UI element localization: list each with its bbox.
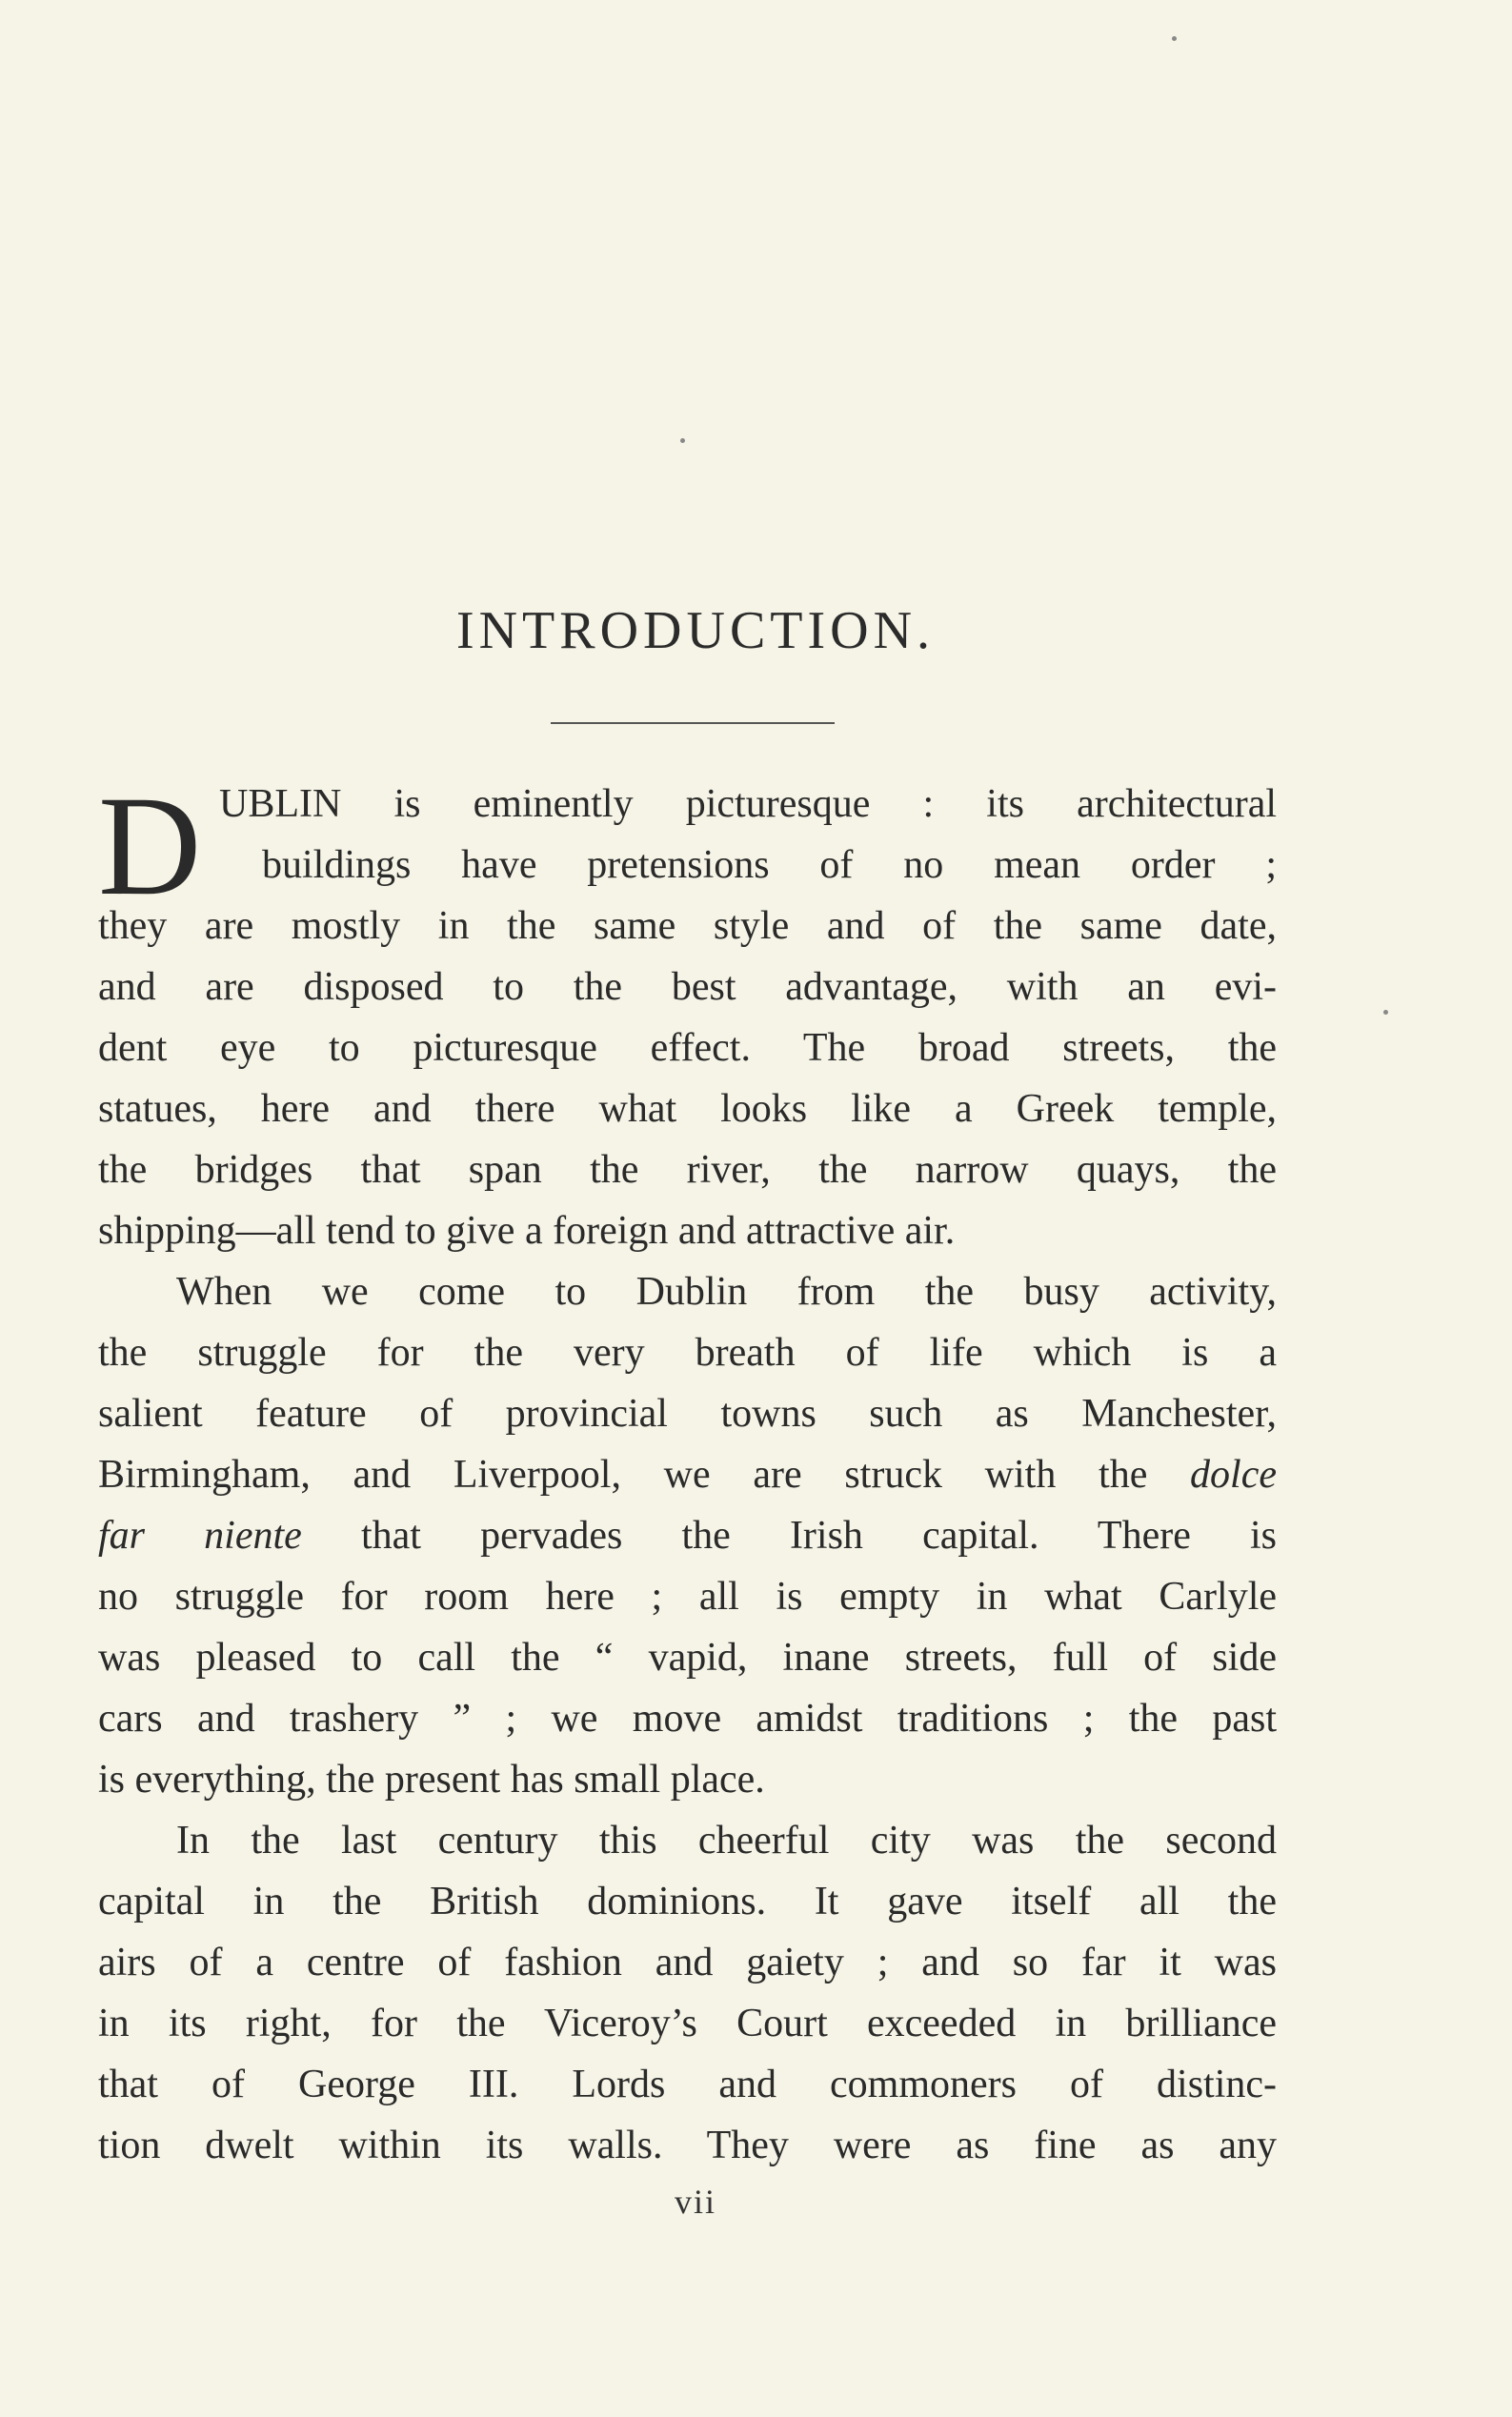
text-line: cars and trashery ” ; we move amidst traditions ; the past xyxy=(98,1697,1277,1741)
text-line: no struggle for room here ; all is empty in what Carlyle xyxy=(98,1575,1277,1619)
text-line: shipping—all tend to give a foreign and attractive air. xyxy=(98,1209,956,1253)
body-text xyxy=(98,767,1277,2176)
text-line: dent eye to picturesque effect. The broad streets, the xyxy=(98,1026,1277,1070)
paper-speck xyxy=(680,438,685,443)
page-number: vii xyxy=(674,2183,716,2221)
text-line: capital in the British dominions. It gave itself all the xyxy=(98,1880,1277,1924)
text-line: UBLIN is eminently picturesque : its architectural xyxy=(219,782,1277,826)
text-line: the struggle for the very breath of life which is a xyxy=(98,1331,1277,1375)
text-line: was pleased to call the “ vapid, inane streets, full of side xyxy=(98,1636,1277,1680)
text-line: statues, here and there what looks like a Greek temple, xyxy=(98,1087,1277,1131)
text-line: When we come to Dublin from the busy activity, xyxy=(176,1270,1277,1314)
drop-cap: D xyxy=(98,767,202,925)
paragraph-2 xyxy=(98,1261,1277,1810)
text-line: airs of a centre of fashion and gaiety ; and so far it was xyxy=(98,1941,1277,1984)
title-rule xyxy=(551,722,835,724)
text-line: tion dwelt within its walls. They were as fine as any xyxy=(98,2124,1277,2167)
text-line: buildings have pretensions of no mean order ; xyxy=(262,843,1277,887)
text-line: the bridges that span the river, the narrow quays, the xyxy=(98,1148,1277,1192)
text-line: is everything, the present has small place. xyxy=(98,1758,765,1802)
paragraph-3 xyxy=(98,1810,1277,2176)
italic-phrase: far niente xyxy=(98,1514,302,1558)
text-line: in its right, for the Viceroy’s Court exceeded in brilliance xyxy=(98,2002,1277,2045)
paragraph-1 xyxy=(98,767,1277,1261)
paper-speck xyxy=(1172,36,1177,41)
text-line: far niente that pervades the Irish capital. There is xyxy=(98,1514,1277,1558)
text-line: In the last century this cheerful city was the second xyxy=(176,1819,1277,1863)
text-line: that of George III. Lords and commoners of distinc- xyxy=(98,2063,1277,2106)
italic-phrase: dolce xyxy=(1190,1453,1277,1497)
text-line: they are mostly in the same style and of the same date, xyxy=(98,904,1277,948)
page-title: INTRODUCTION. xyxy=(455,601,936,660)
text-line: and are disposed to the best advantage, with an evi- xyxy=(98,965,1277,1009)
text-line: salient feature of provincial towns such as Manchester, xyxy=(98,1392,1277,1436)
paper-speck xyxy=(1383,1010,1388,1015)
text-line: Birmingham, and Liverpool, we are struck with the dolce xyxy=(98,1453,1277,1497)
